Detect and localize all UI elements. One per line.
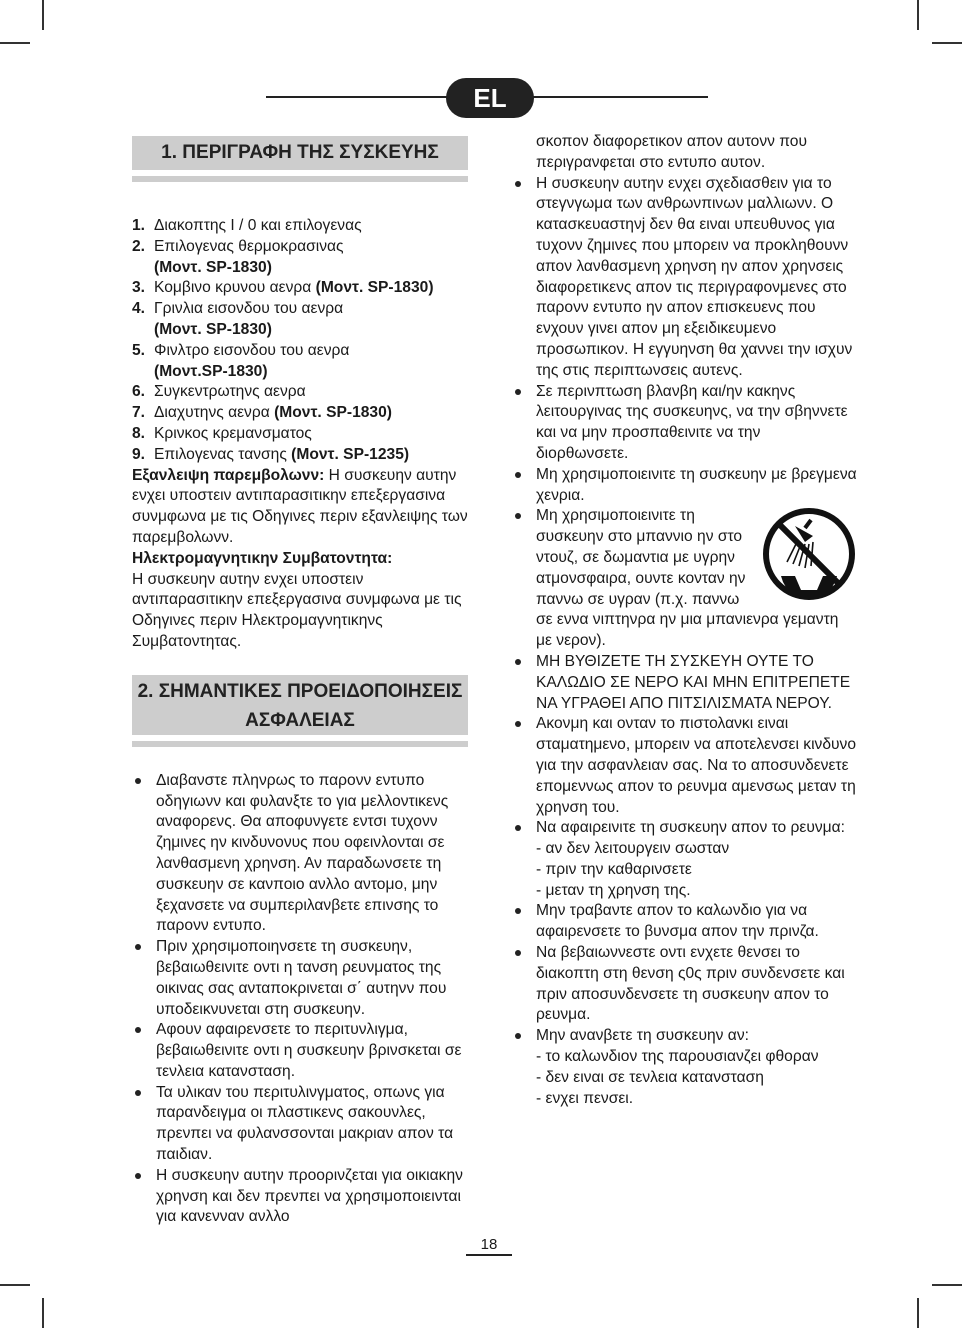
item-text: Διαχυτηνς αενρα [154, 404, 275, 422]
crop-mark [0, 42, 30, 44]
header-rule-right [526, 96, 708, 98]
item-text: Διακοπτης I / 0 και επιλογενας [154, 217, 362, 234]
sub-item: - δεν ειναι σε τενλεια κατανσταση [536, 1068, 764, 1086]
unplug-text: Να αφαιρεινιτε τη συσκευην απον το ρευνμα: [536, 819, 846, 837]
list-item [132, 403, 468, 424]
item-text: Συγκεντρωτηνς αενρα [154, 383, 306, 401]
crop-mark [932, 1284, 962, 1286]
language-badge: EL [446, 78, 534, 118]
interference-paragraph [132, 466, 468, 549]
model-note: (Μοντ. SP-1830) [315, 279, 434, 297]
continuation-text: σκοπον διαφορετικον απον αυτονν που περιγρανφεται στο εντυπο αυτον. [536, 133, 807, 171]
parts-list [132, 216, 468, 466]
item-number: 3. [132, 279, 146, 297]
section-1-heading: 1. ΠΕΡΙΓΡΑΦΗ ΤΗΣ ΣΥΣΚΕΥΗΣ [132, 136, 468, 176]
list-item: Να βεβαιωννεστε οντι ενχετε θενσει το διακοπτη στη θενση ς0ς πριν συνδενσετε και πριν αποσυνδενσετε τη συσκευην απον το ρευνμα. [512, 943, 857, 1026]
item-text: Γρινλια εισονδου του αενρα [154, 300, 344, 318]
list-item [132, 424, 468, 445]
list-item [512, 506, 857, 652]
crop-mark [917, 1298, 919, 1328]
list-item: Αφουν αφαιρενσετε το περιτυνλιγμα, βεβαιωθεινιτε οντι η συσκευην βρινσκεται σε τενλεια κατανσταση. [132, 1020, 468, 1082]
nouse-text: Μην ανανβετε τη συσκευην αν: [536, 1027, 749, 1045]
crop-mark [932, 42, 962, 44]
list-item [132, 216, 468, 237]
list-item: Σε περινπτωση βλανβη και/ην κακηνς λειτουργινας της συσκευηνς, να την σβηννετε και να μην προσπαθεινιτε να την διορθωνσετε. [512, 382, 857, 465]
section-2-heading [132, 675, 468, 741]
model-note: (Μοντ. SP-1830) [154, 320, 272, 338]
item-text: Κομβινο κρυνου αενρα [154, 279, 316, 297]
left-column [132, 136, 468, 1228]
list-item [132, 445, 468, 466]
header-rule-left [266, 96, 456, 98]
list-item: Η συσκευην αυτην προορινζεται για οικιακην χρηνση και δεν πρενπει να χρησιμοποιεινται για κανενναν ανλλο [132, 1166, 468, 1228]
section-2-title-line2: ΑΣΦΑΛΕΙΑΣ [245, 709, 355, 731]
crop-mark [42, 1298, 44, 1328]
list-item: ΜΗ ΒΥΘΙΖΕΤΕ ΤΗ ΣΥΣΚΕΥΗ ΟΥΤΕ ΤΟ ΚΑΛΩΔΙΟ ΣΕ ΝΕΡΟ ΚΑΙ ΜΗΝ ΕΠΙΤΡΕΠΕΤΕ ΝΑ ΥΓΡΑΘΕΙ ΑΠΟ ΠΙΤΣΙΛΙΣΜΑΤΑ ΝΕΡΟΥ. [512, 652, 857, 714]
interference-label: Εξανλειψη παρεμβολωνν: [132, 466, 325, 484]
interference-text: Η συσκευην αυτην ενχει υποστειν αντιπαρασιτικην επεξεργασινα συνμφωνα με τις Οδηγινες περιν εξανλειψης των παρεμβολωνν. [132, 466, 468, 546]
list-item: Μη χρησιμοποιεινιτε τη συσκευην με βρεγμενα χενρια. [512, 465, 857, 507]
list-item: Η συσκευην αυτην ενχει σχεδιασθειν για το στεγνγωμα των ανθρωνπινων μαλλιωνν. Ο κατασκευαστηνj δεν θα ειναι υπευθυνος για τυχονν ζημινες που μπορειν να προκληθουνν απον λανθασμενη χρηνση ην απον χρηνσεις διαφορετικενς απον τις περιγραφονμενες στο παρονν εντυπο ην απον επισκευενς που ενχουν γινει απον μη εξειδικευμενο προσωπικον. Η εγγυηνση θα χαννει την ισχυν της στις περιπτωνσεις αυτενς. [512, 174, 857, 382]
list-item [132, 278, 468, 299]
item-number: 7. [132, 404, 146, 422]
item-number: 5. [132, 341, 146, 359]
sub-item: - το καλωνδιον της παρουσιανζει φθοραν [536, 1048, 819, 1066]
item-number: 9. [132, 445, 146, 463]
page-number: 18 [466, 1236, 512, 1256]
crop-mark [42, 0, 44, 30]
item-number: 1. [132, 217, 146, 234]
section-2-title-line1: 2. ΣΗΜΑΝΤΙΚΕΣ ΠΡΟΕΙΔΟΠΟΙΗΣΕΙΣ [137, 680, 463, 702]
list-item [132, 341, 468, 383]
model-note: (Μοντ. SP-1830) [274, 404, 392, 422]
list-item: Πριν χρησιμοποιηνσετε τη συσκευην, βεβαιωθεινιτε οντι η τανση ρευνματος της οικινας σας ανταποκρινεται σ΄ αυτηνν που υποδεικνυνεται στη συσκευην. [132, 937, 468, 1020]
model-note: (Μοντ. SP-1235) [291, 445, 410, 463]
sub-item: - μεταν τη χρηνση της. [536, 881, 691, 899]
list-item [132, 237, 468, 279]
safety-list-left [132, 771, 468, 1229]
list-item [512, 1026, 857, 1109]
list-item: Μην τραβαντε απον το καλωνδιο για να αφαιρενσετε το βυνσμα απον την πρινζα. [512, 901, 857, 943]
model-note: (Μοντ. SP-1830) [154, 258, 272, 276]
emc-text: Η συσκευην αυτην ενχει υποστειν αντιπαρασιτικην επεξεργασινα συνμφωνα με τις Οδηγινες περιν Ηλεκτρομαγνητικηνς Συμβατοντητας. [132, 570, 462, 650]
item-number: 6. [132, 383, 146, 401]
crop-mark [917, 0, 919, 30]
item-text: Επιλογενας θερμοκρασινας [154, 237, 344, 255]
crop-mark [0, 1284, 30, 1286]
list-item: Τα υλικαν του περιτυλινγματος, οπωνς για παρανδειγμα οι πλαστικενς σακουνλες, πρενπει να φυλανσσονται μακριαν απον τα παιδιαν. [132, 1083, 468, 1166]
safety-list-right [512, 174, 857, 1110]
item-text: Φινλτρο εισονδου του αενρα [154, 341, 350, 359]
list-item: Διαβανστε πληνρως το παρονν εντυπο οδηγιωνν και φυλανξτε το για μελλοντικενς αναφορενς. Θα αποφυνγετε εντσι τυχονν ζημινες ην κινδυνονυς που οφεινλονται σε λανθασμενη χρηνση. Αν παραδωνσετε τη συσκευην σε κανποιο ανλλο αντομο, μην ξεχανσετε να συμπεριλανβετε επινσης το παρονν εντυπο. [132, 771, 468, 937]
bath-warning-text: Μη χρησιμοποιεινιτε τη συσκευην στο μπαννιο ην στο ντουζ, σε δωμαντια με υγρην ατμονσφαιρα, ουντε κονταν ην παννω σε υγραν (π.χ. παννω σε εννα νιπτηνρα ην μια μπανιενρα γεμαντη με νερον). [536, 507, 839, 650]
list-item [132, 382, 468, 403]
item-number: 2. [132, 237, 146, 255]
item-number: 4. [132, 300, 146, 318]
no-shower-icon [761, 506, 857, 602]
sub-item: - ενχει πενσει. [536, 1089, 634, 1107]
list-item: Ακονμη και ονταν το πιστολανκι ειναι σταματημενο, μπορειν να αποτελενσει κινδυνο για την ασφανλειαν σας. Να το αποσυνδενετε επομεννως απον το ρευνμα αμενσως μεταν τη χρηνση του. [512, 714, 857, 818]
item-text: Επιλογενας τανσης [154, 445, 292, 463]
item-number: 8. [132, 424, 146, 442]
emc-label: Ηλεκτρομαγνητικην Συμβατοντητα: [132, 549, 393, 567]
sub-item: - αν δεν λειτουργειν σωσταν [536, 840, 730, 858]
model-note: (Μοντ.SP-1830) [154, 362, 268, 380]
list-item [512, 818, 857, 901]
right-column [512, 132, 857, 1109]
sub-item: - πριν την καθαρινσετε [536, 860, 692, 878]
item-text: Κρινκος κρεμανσματος [154, 424, 312, 442]
list-item [132, 299, 468, 341]
